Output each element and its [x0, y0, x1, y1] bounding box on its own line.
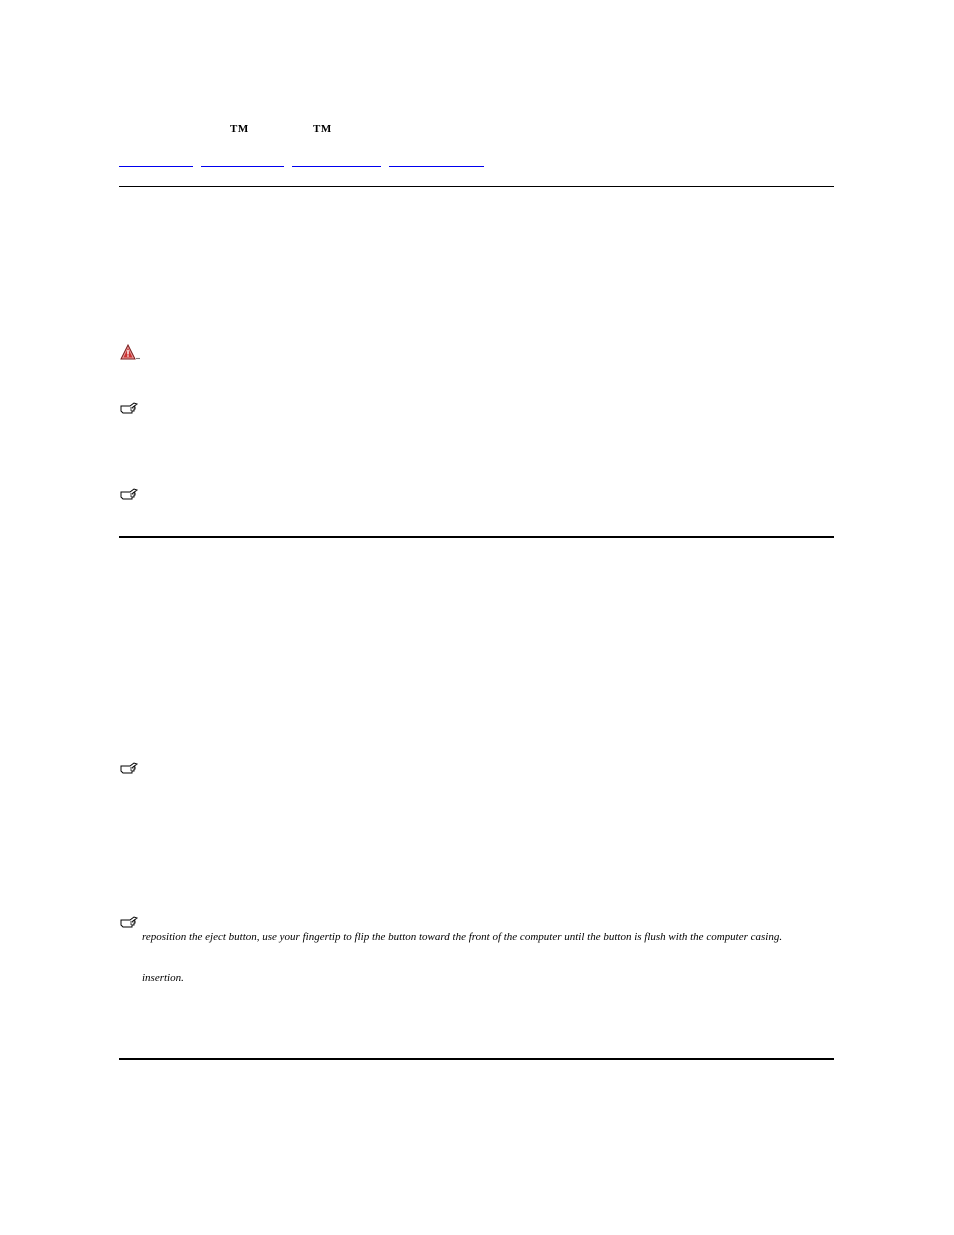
pointing-hand-icon — [120, 488, 139, 501]
nav-link-4[interactable] — [389, 154, 484, 167]
pointing-hand-icon — [120, 916, 139, 929]
eject-button-note-text: reposition the eject button, use your fingertip to flip the button toward the front of the computer until the button is flush with the computer casing. — [142, 931, 783, 943]
pointing-hand-icon — [120, 402, 139, 415]
caution-triangle-icon — [120, 344, 142, 361]
section-divider — [119, 536, 834, 538]
eject-button-note-text-continued: insertion. — [142, 972, 184, 984]
trademark-mark: TM — [230, 123, 249, 135]
nav-link-1[interactable] — [119, 154, 193, 167]
section-divider — [119, 1058, 834, 1060]
nav-link-3[interactable] — [292, 154, 381, 167]
nav-link-2[interactable] — [201, 154, 284, 167]
trademark-mark: TM — [313, 123, 332, 135]
pointing-hand-icon — [120, 762, 139, 775]
section-divider — [119, 186, 834, 187]
